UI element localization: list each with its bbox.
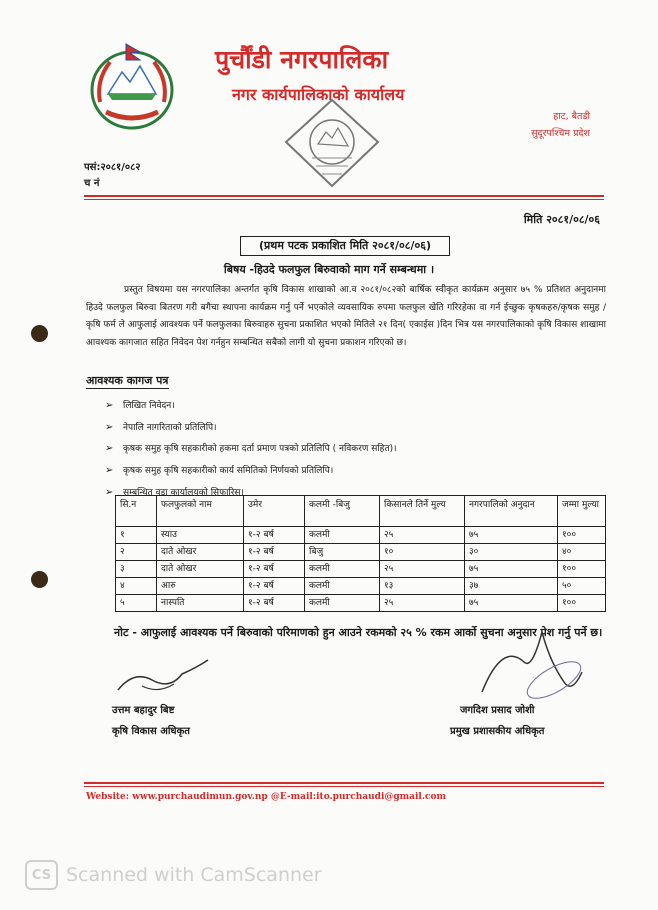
signature-left — [112, 650, 222, 705]
footer-divider — [84, 782, 604, 784]
cell: १-२ बर्ष — [244, 561, 305, 578]
cell: कलमी — [305, 595, 380, 612]
cell: १०० — [558, 527, 606, 544]
address-line-2: सुदूरपश्चिम प्रदेश — [531, 128, 590, 139]
notice-paragraph: प्रस्तुत विषयमा यस नगरपालिका अन्तर्गत कृषि विकास शाखाको आ.व २०८१/०८२को बार्षिक स्वीकृत कार्यक्रम अनुसार ७५ % प्रतिशत अनुदानमा हिउदे फलफुल बिरुवा बितरण गरी बगैचा स्थापना कार्यक्रम गर्नु पर्ने भएकोले व्यवसायिक रुपमा फलफुल खेति गरिरहेका वा गर्न ईच्छुक कृषकहरु/कृषक समुह /कृषि फर्म ले आफुलाई आवश्यक पर्ने फलफुलका बिरुवाहरु सुचना प्रकाशित भएको मितिले २१ दिन( एकाईस )दिन भित्र यस नगरपालिकाको कृषि विकास शाखामा आवश्यक कागजात सहित निवेदन पेश गर्नहुन सम्बन्धित सबैको लागी यो सुचना प्रकाशन गरिएको छ। — [86, 285, 606, 348]
cell: ७५ — [465, 527, 558, 544]
header-divider — [84, 195, 604, 197]
list-item: ➢ कृषक समुह कृषि सहकारीको हकमा दर्ता प्रमाण पत्रको प्रतिलिपि ( नविकरण सहित)। — [105, 438, 397, 460]
office-address — [531, 108, 590, 142]
cell: कलमी — [305, 578, 380, 595]
office-stamp-icon — [280, 96, 384, 192]
cell: १०० — [558, 595, 606, 612]
note-text: नोट - आफुलाई आवश्यक पर्ने बिरुवाको परिमाणको हुन आउने रकमको २५ % रकम आर्को सुचना अनुसार पेश गर्नु पर्ने छ। — [114, 626, 603, 639]
cell: ५० — [558, 578, 606, 595]
cell: स्याउ — [157, 527, 244, 544]
seedling-price-table — [115, 495, 606, 612]
cell: १-२ बर्ष — [244, 544, 305, 561]
signatory-left-name: उत्तम बहादुर बिष्ट — [112, 705, 175, 716]
dispatch-number: च नं — [84, 178, 100, 189]
cell: दाते ओखर — [157, 544, 244, 561]
footer-divider-thin — [84, 786, 604, 787]
office-subtitle: नगर कार्यपालिकाको कार्यालय — [232, 85, 405, 104]
cell: ३ — [116, 561, 157, 578]
cell: ४० — [558, 544, 606, 561]
cell: ५ — [116, 595, 157, 612]
punch-hole-bottom — [31, 571, 48, 588]
notice-body — [86, 282, 606, 352]
camscanner-logo-icon: CS — [25, 860, 58, 890]
reference-block — [84, 160, 141, 192]
arrow-bullet-icon: ➢ — [105, 465, 114, 477]
subject-line: बिषय -हिउदे फलफुल बिरुवाको माग गर्ने सम्बन्धमा । — [223, 263, 435, 276]
cell: १-२ बर्ष — [244, 595, 305, 612]
cell: बिजु — [305, 544, 380, 561]
signatory-right — [450, 700, 544, 742]
signatory-left-title: कृषि विकास अधिकृत — [112, 726, 190, 737]
cell: २ — [116, 544, 157, 561]
col-total-price: जम्मा मुल्या — [558, 496, 606, 527]
letter-date: मिति २०८१/०८/०६ — [523, 213, 600, 226]
first-published-box: (प्रथम पटक प्रकाशित मिति २०८१/०८/०६) — [240, 236, 450, 256]
col-graft-seed: कलमी -बिजु — [305, 496, 380, 527]
signatory-right-name: जगदिश प्रसाद जोशी — [460, 705, 535, 716]
cell: ४ — [116, 578, 157, 595]
letter-number: पसं:२०८१/०८२ — [84, 162, 141, 173]
col-fruit-name: फलफुलको नाम — [157, 496, 244, 527]
cell: कलमी — [305, 561, 380, 578]
cell: १३ — [380, 578, 465, 595]
list-item: ➢ लिखित निवेदन। — [105, 395, 397, 417]
arrow-bullet-icon: ➢ — [105, 443, 114, 455]
signatory-left — [112, 700, 190, 742]
col-serial: सि.न — [116, 496, 157, 527]
cell: ७५ — [465, 561, 558, 578]
cell: नास्पति — [157, 595, 244, 612]
requirements-heading: आवश्यक कागज पत्र — [86, 374, 169, 387]
footer-contact: Website: www.purchaudimun.gov.np @E-mail:ito.purchaudi@gmail.com — [86, 792, 446, 802]
arrow-bullet-icon: ➢ — [105, 486, 114, 498]
arrow-bullet-icon: ➢ — [105, 400, 114, 411]
table-row — [116, 561, 606, 578]
list-item: ➢ कृषक समुह कृषि सहकारीको कार्य समितिको निर्णयको प्रतिलिपि। — [105, 460, 397, 482]
cell: १ — [116, 527, 157, 544]
cell: १०० — [558, 561, 606, 578]
cell: २५ — [380, 527, 465, 544]
arrow-bullet-icon: ➢ — [105, 421, 114, 433]
watermark-text: Scanned with CamScanner — [66, 864, 322, 886]
cell: आरु — [157, 578, 244, 595]
cell: १-२ बर्ष — [244, 527, 305, 544]
cell: २५ — [380, 595, 465, 612]
signature-right — [472, 622, 592, 707]
punch-hole-top — [31, 325, 48, 342]
cell: दाते ओखर — [157, 561, 244, 578]
requirements-list — [105, 395, 397, 503]
table-row — [116, 595, 606, 612]
cell: कलमी — [305, 527, 380, 544]
list-item: ➢ नेपालि नागरिताको प्रतिलिपि। — [105, 417, 397, 439]
cell: १-२ बर्ष — [244, 578, 305, 595]
col-farmer-price: किसानले तिर्ने मुल्य — [380, 496, 465, 527]
signatory-right-title: प्रमुख प्रशासकीय अधिकृत — [450, 726, 545, 737]
cell: १० — [380, 544, 465, 561]
header-divider-thin — [84, 199, 604, 200]
col-municipal-grant: नगरपालिको अनुदान — [465, 496, 558, 527]
table-row — [116, 578, 606, 595]
municipality-title: पुर्चौंडी नगरपालिका — [215, 45, 389, 74]
cell: २५ — [380, 561, 465, 578]
cell: ३७ — [465, 578, 558, 595]
table-row — [116, 544, 606, 561]
list-item: ➢ सम्बन्धित वडा कार्यालयको सिफारिस। — [105, 482, 397, 504]
table-row — [116, 527, 606, 544]
table-header-row — [116, 496, 606, 527]
cell: ७५ — [465, 595, 558, 612]
address-line-1: हाट, बैतडी — [553, 111, 590, 122]
nepal-emblem-icon — [86, 40, 178, 132]
cell: ३० — [465, 544, 558, 561]
col-age: उमेर — [244, 496, 305, 527]
scanner-watermark — [25, 860, 322, 890]
